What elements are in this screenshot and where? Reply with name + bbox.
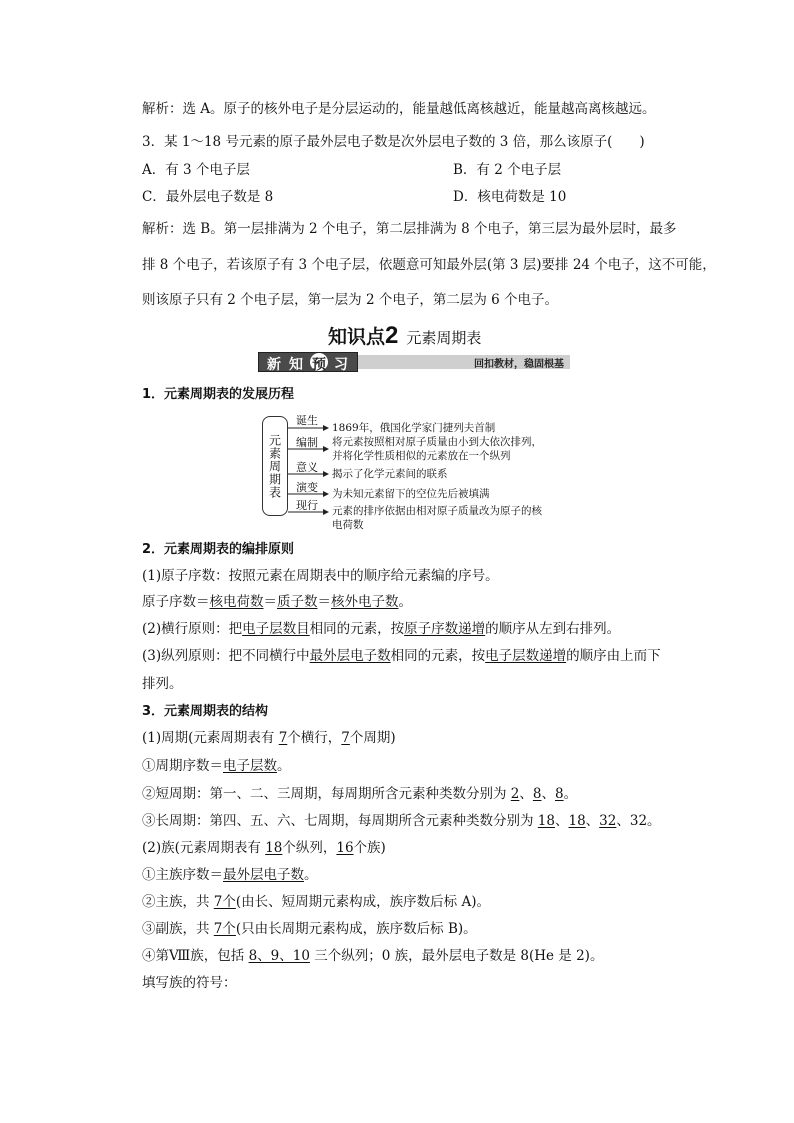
answer-blank: 7个: [213, 894, 236, 910]
q3-option-d: D．核电荷数是 10: [453, 189, 567, 205]
text: 的顺序从左到右排列。: [485, 621, 621, 637]
text: ＝: [263, 594, 277, 610]
branch-desc: 揭示了化学元素间的联系: [332, 468, 448, 480]
branch-desc: 将元素按照相对原子质量由小到大依次排列，: [332, 436, 542, 448]
banner-char: 习: [334, 357, 348, 373]
text: 。: [398, 594, 412, 610]
text: 。: [304, 867, 318, 883]
section2-heading: 2．元素周期表的编排原则: [142, 542, 295, 557]
q3-option-b: B．有 2 个电子层: [453, 162, 562, 178]
banner-char: 预: [312, 357, 326, 373]
section3-line8: [142, 920, 477, 938]
text: 、32。: [616, 813, 661, 829]
answer-blank: 32: [599, 813, 617, 829]
branch-label: 演变: [296, 481, 318, 494]
text: 、: [519, 786, 533, 802]
text: 个纵列，: [282, 840, 337, 856]
q3-stem: 3．某 1～18 号元素的原子最外层电子数是次外层电子数的 3 倍，那么该原子( ): [142, 134, 645, 150]
text: (只由长周期元素构成，族序数后标 B)。: [235, 921, 477, 937]
section-banner: [258, 352, 570, 372]
answer-blank: 18: [265, 840, 283, 856]
text: 。: [277, 758, 291, 774]
q2-analysis: 解析：选 A。原子的核外电子是分层运动的，能量越低离核越近，能量越高离核越远。: [142, 101, 656, 117]
text: ＝: [317, 594, 331, 610]
section2-line3: [142, 620, 620, 638]
branch-label: 诞生: [296, 414, 318, 427]
section3-line1: [142, 729, 396, 747]
text: ④第Ⅷ族，包括: [142, 948, 249, 964]
knowledge-point-number: 2: [385, 322, 399, 349]
text: 的顺序由上而下: [566, 648, 661, 664]
answer-blank: 电子层数递增: [485, 648, 567, 664]
section3-line10: 填写族的符号：: [142, 975, 237, 991]
answer-blank: 16: [336, 840, 354, 856]
answer-blank: 核电荷数: [209, 594, 264, 610]
q3-analysis-line: 则该原子只有 2 个电子层，第一层为 2 个电子，第二层为 6 个电子。: [142, 292, 559, 308]
section2-line1: (1)原子序数：按照元素在周期表中的顺序给元素编的序号。: [142, 568, 499, 584]
answer-blank: 7: [278, 730, 288, 746]
banner-char: 新: [267, 357, 281, 373]
text: (3)纵列原则：把不同横行中: [142, 648, 310, 664]
knowledge-point-title: [328, 322, 481, 350]
text: 。: [563, 786, 578, 802]
section2-line5: 排列。: [142, 676, 183, 692]
text: ①主族序数＝: [142, 867, 223, 883]
q3-analysis-line: 排 8 个电子，若该原子有 3 个电子层，依题意可知最外层(第 3 层)要排 24 个电子，这不可能，: [142, 257, 716, 273]
section3-line7: [142, 893, 490, 911]
section2-line4: [142, 647, 661, 665]
text: 个横行，: [287, 730, 342, 746]
answer-blank: 最外层电子数: [309, 648, 391, 664]
answer-blank: 原子序数递增: [404, 621, 486, 637]
text: 个周期): [349, 730, 396, 746]
answer-blank: 电子层数目: [242, 621, 310, 637]
branch-desc: 元素的排序依据由相对原子质量改为原子的核: [332, 505, 542, 517]
answer-blank: 质子数: [277, 594, 318, 610]
answer-blank: 8、9、10: [248, 948, 310, 964]
text: (由长、短周期元素构成，族序数后标 A)。: [235, 894, 490, 910]
answer-blank: 8: [532, 786, 542, 802]
banner-tag: 回扣教材，稳固根基: [474, 359, 564, 370]
text: 、: [554, 813, 569, 829]
text: 相同的元素，按: [390, 648, 486, 664]
text: ②主族，共: [142, 894, 214, 910]
text: ③副族，共: [142, 921, 214, 937]
text: (2)横行原则：把: [142, 621, 243, 637]
q3-analysis-line: 解析：选 B。第一层排满为 2 个电子，第二层排满为 8 个电子，第三层为最外层时，最多: [142, 221, 677, 237]
answer-blank: 8: [554, 786, 564, 802]
answer-blank: 2: [510, 786, 520, 802]
branch-label: 意义: [296, 461, 318, 474]
text: 原子序数＝: [142, 594, 210, 610]
text: 三个纵列；0 族，最外层电子数是 8(He 是 2)。: [309, 948, 604, 964]
text: ①周期序数＝: [142, 758, 223, 774]
text: (1)周期(元素周期表有: [142, 730, 279, 746]
answer-blank: 电子层数: [223, 758, 277, 774]
branch-desc: 为未知元素留下的空位先后被填满: [332, 488, 490, 500]
answer-blank: 最外层电子数: [223, 867, 304, 883]
section3-line2: [142, 757, 291, 775]
banner-char: 知: [289, 357, 303, 373]
text: 个族): [353, 840, 386, 856]
branch-desc: 电荷数: [332, 519, 364, 531]
q3-option-a: A．有 3 个电子层: [142, 162, 250, 178]
banner-label-block: [258, 352, 358, 372]
knowledge-point-prefix: 知识点: [328, 326, 386, 348]
branch-desc: 1869年，俄国化学家门捷列夫首制: [332, 422, 496, 434]
section2-line2: [142, 593, 412, 611]
text: 、: [541, 786, 555, 802]
section1-heading: 1．元素周期表的发展历程: [142, 387, 295, 402]
section3-line6: [142, 866, 318, 884]
history-diagram: [262, 408, 582, 531]
text: 相同的元素，按: [309, 621, 405, 637]
text: (2)族(元素周期表有: [142, 840, 266, 856]
knowledge-point-subtitle: 元素周期表: [406, 329, 482, 347]
q3-option-c: C．最外层电子数是 8: [142, 189, 274, 205]
section3-line5: [142, 839, 386, 857]
section3-heading: 3．元素周期表的结构: [142, 704, 269, 719]
diagram-root-label: 元素周期表: [267, 433, 282, 499]
answer-blank: 18: [537, 813, 555, 829]
branch-desc: 并将化学性质相似的元素放在一个纵列: [332, 450, 511, 462]
answer-blank: 7: [341, 730, 350, 746]
answer-blank: 7个: [213, 921, 236, 937]
text: 、: [585, 813, 600, 829]
text: ③长周期：第四、五、六、七周期，每周期所含元素种类数分别为: [142, 813, 538, 829]
text: ②短周期：第一、二、三周期，每周期所含元素种类数分别为: [142, 786, 511, 802]
section3-line9: [142, 947, 603, 965]
answer-blank: 核外电子数: [331, 594, 399, 610]
answer-blank: 18: [568, 813, 586, 829]
branch-label: 现行: [296, 499, 318, 512]
branch-label: 编制: [296, 436, 318, 449]
section3-line3: [142, 785, 577, 803]
section3-line4: [142, 812, 661, 830]
